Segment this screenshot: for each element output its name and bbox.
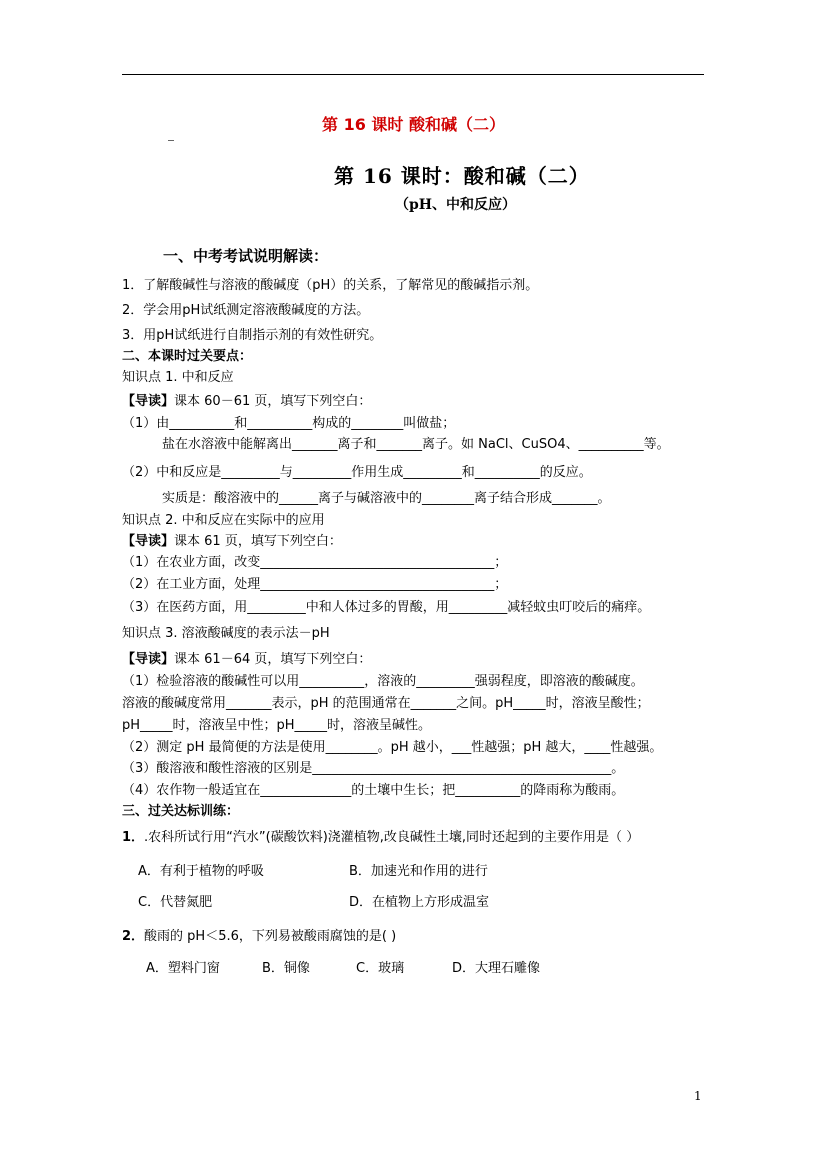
guide-label: 【导读】 xyxy=(122,534,175,549)
question-1 xyxy=(122,826,639,845)
q2-option-a: A．塑料门窗 xyxy=(146,961,220,976)
guide-text: 课本 61－64 页，填写下列空白： xyxy=(174,652,372,667)
objective-item: 3．用pH试纸进行自制指示剂的有效性研究。 xyxy=(122,328,383,343)
kp2-title: 知识点 2. 中和反应在实际中的应用 xyxy=(122,513,325,528)
question-stem: .农科所试行用“汽水”(碳酸饮料)浇灌植物,改良碱性土壤,同时还起到的主要作用是（ ） xyxy=(144,830,640,845)
kp1-guide xyxy=(122,390,371,409)
kp3-line: 溶液的酸碱度常用_______表示，pH 的范围通常在_______之间。pH_____时，溶液呈酸性； xyxy=(122,696,650,711)
objective-item: 2．学会用pH试纸测定溶液酸碱度的方法。 xyxy=(122,303,370,318)
guide-text: 课本 61 页，填写下列空白： xyxy=(174,534,342,549)
question-2 xyxy=(122,925,396,944)
q1-option-d: D．在植物上方形成温室 xyxy=(349,895,490,910)
objective-item: 1．了解酸碱性与溶液的酸碱度（pH）的关系，了解常见的酸碱指示剂。 xyxy=(122,278,539,293)
kp2-guide xyxy=(122,530,342,549)
q2-option-c: C．玻璃 xyxy=(356,961,405,976)
q2-option-b: B．铜像 xyxy=(262,961,310,976)
lesson-subtitle-image: （pH、中和反应） xyxy=(395,197,517,213)
kp1-line: （1）由__________和__________构成的________叫做盐； xyxy=(122,416,456,431)
guide-label: 【导读】 xyxy=(122,652,175,667)
kp3-line: （3）酸溶液和酸性溶液的区别是______________________________________________。 xyxy=(122,761,625,776)
kp2-line: （3）在医药方面，用_________中和人体过多的胃酸，用_________减轻蚊虫叮咬后的痛痒。 xyxy=(122,600,651,615)
kp3-title: 知识点 3. 溶液酸碱度的表示法－pH xyxy=(122,626,330,641)
kp3-line: pH_____时，溶液呈中性；pH_____时，溶液呈碱性。 xyxy=(122,718,432,733)
q2-option-d: D．大理石雕像 xyxy=(452,961,541,976)
lesson-title-image: 第 16 课时：酸和碱（二） xyxy=(334,164,590,188)
kp3-guide xyxy=(122,648,371,667)
q1-option-c: C．代替氮肥 xyxy=(138,895,213,910)
kp2-line: （2）在工业方面，处理____________________________________； xyxy=(122,577,508,592)
kp3-line: （2）测定 pH 最简便的方法是使用________。pH 越小，___性越强；pH 越大，____性越强。 xyxy=(122,740,663,755)
guide-text: 课本 60－61 页，填写下列空白： xyxy=(174,394,372,409)
page-title: 第 16 课时 酸和碱（二） xyxy=(322,115,505,134)
kp1-line: （2）中和反应是_________与_________作用生成_________和__________的反应。 xyxy=(122,465,592,480)
kp3-line: （1）检验溶液的酸碱性可以用__________，溶液的_________强弱程度，即溶液的酸碱度。 xyxy=(122,674,644,689)
q1-option-b: B．加速光和作用的进行 xyxy=(349,864,488,879)
question-number: 1． xyxy=(122,830,145,845)
kp1-line: 盐在水溶液中能解离出_______离子和_______离子。如 NaCl、CuSO4、__________等。 xyxy=(162,437,670,452)
q1-option-a: A．有利于植物的呼吸 xyxy=(138,864,264,879)
page-number: 1 xyxy=(694,1089,702,1103)
section1-heading: 一、中考考试说明解读： xyxy=(163,247,329,265)
section3-heading: 三、过关达标训练： xyxy=(122,804,240,819)
guide-label: 【导读】 xyxy=(122,394,175,409)
kp1-line: 实质是：酸溶液中的______离子与碱溶液中的________离子结合形成_______。 xyxy=(162,491,611,506)
stray-mark xyxy=(168,140,174,141)
kp1-title: 知识点 1. 中和反应 xyxy=(122,370,234,385)
header-rule xyxy=(122,74,704,75)
kp2-line: （1）在农业方面，改变____________________________________； xyxy=(122,555,508,570)
question-number: 2． xyxy=(122,929,145,944)
question-stem: 酸雨的 pH＜5.6，下列易被酸雨腐蚀的是( ) xyxy=(144,929,397,944)
section2-heading: 二、本课时过关要点： xyxy=(122,349,253,364)
kp3-line: （4）农作物一般适宜在______________的土壤中生长；把__________的降雨称为酸雨。 xyxy=(122,783,625,798)
